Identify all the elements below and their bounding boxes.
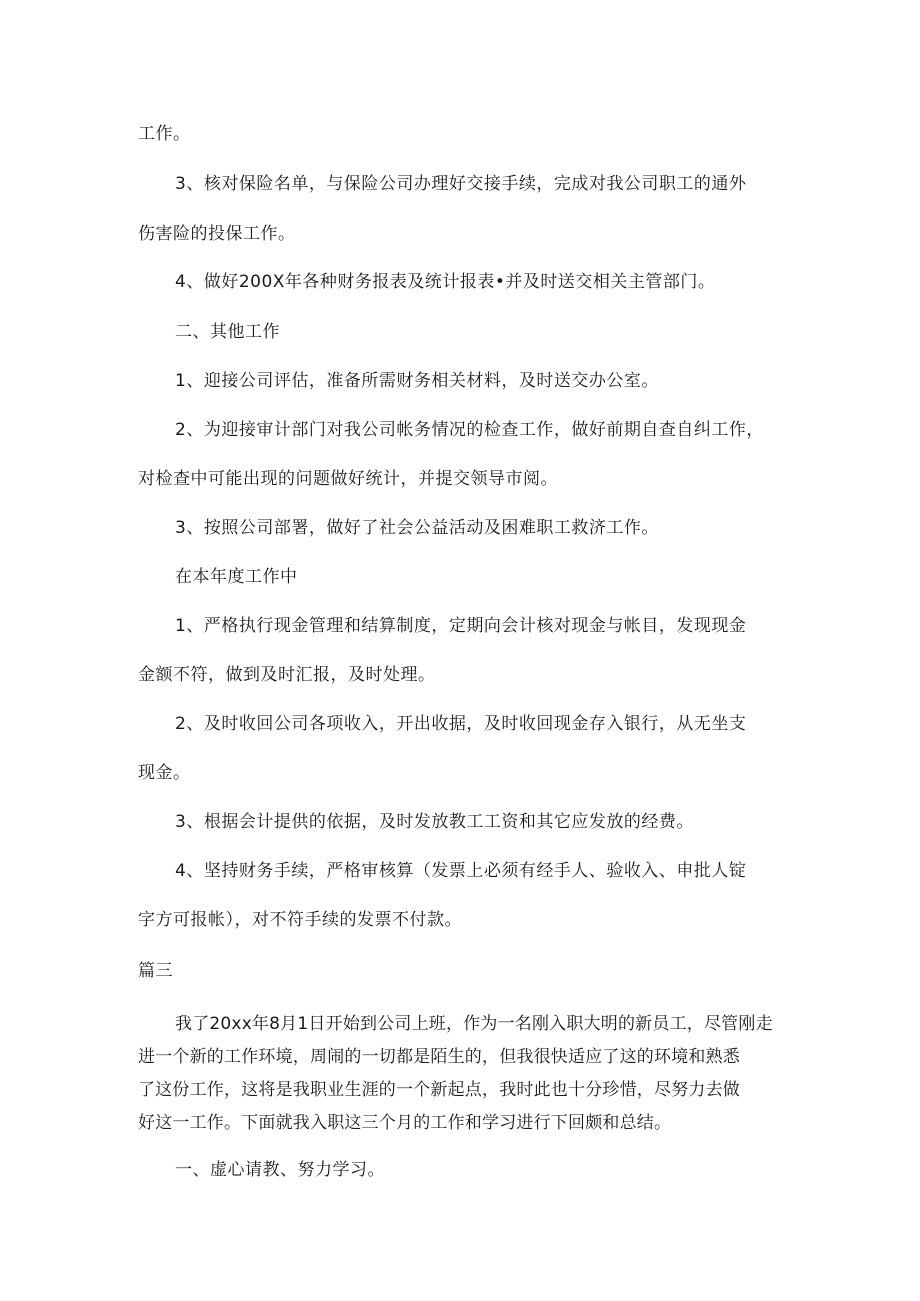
section-heading: 二、其他工作 (175, 322, 280, 342)
paragraph-line: 字方可报帐），对不符手续的发票不付款。 (138, 910, 462, 930)
paragraph-line: 工作。 (138, 124, 191, 144)
paragraph-line: 2、及时收回公司各项收入，开出收据，及时收回现金存入银行，从无坐支 (175, 714, 747, 734)
paragraph-line: 1、严格执行现金管理和结算制度，定期向会计核对现金与帐目，发现现金 (175, 616, 747, 636)
paragraph-line: 现金。 (138, 763, 191, 783)
paragraph-line: 4、坚持财务手续，严格审核算（发票上必须有经手人、验收入、申批人锭 (175, 861, 747, 881)
paragraph-line: 2、为迎接审计部门对我公司帐务情况的检查工作，做好前期自查自纠工作， (175, 420, 764, 440)
paragraph-line: 3、核对保险名单，与保险公司办理好交接手续，完成对我公司职工的通外 (175, 174, 747, 194)
paragraph-line: 我了20xx年8月1日开始到公司上班，作为一名刚入职大明的新员工，尽管刚走 (175, 1014, 773, 1034)
paragraph-line: 了这份工作，这将是我职业生涯的一个新起点，我时此也十分珍惜，尽努力去做 (138, 1080, 740, 1100)
paragraph-line: 进一个新的工作环境，周闹的一切都是陌生的，但我很快适应了这的环境和熟悉 (138, 1047, 740, 1067)
paragraph-line: 3、根据会计提供的依据，及时发放教工工资和其它应发放的经费。 (175, 812, 694, 832)
paragraph-line: 1、迎接公司评估，准备所需财务相关材料，及时送交办公室。 (175, 371, 659, 391)
section-heading: 一、虚心请教、努力学习。 (175, 1160, 385, 1180)
section-heading: 在本年度工作中 (175, 567, 298, 587)
paragraph-line: 好这一工作。下面就我入职这三个月的工作和学习进行下回颇和总结。 (138, 1113, 672, 1133)
paragraph-line: 对检查中可能出现的问题做好统计，并提交领导市阅。 (138, 469, 558, 489)
paragraph-line: 4、做好200X年各种财务报表及统计报表•并及时送交相关主管部门。 (175, 272, 716, 292)
paragraph-line: 3、按照公司部署，做好了社会公益活动及困难职工救济工作。 (175, 518, 659, 538)
paragraph-line: 伤害险的投保工作。 (138, 224, 296, 244)
section-title: 篇三 (138, 961, 173, 981)
paragraph-line: 金额不符，做到及时汇报，及时处理。 (138, 665, 436, 685)
